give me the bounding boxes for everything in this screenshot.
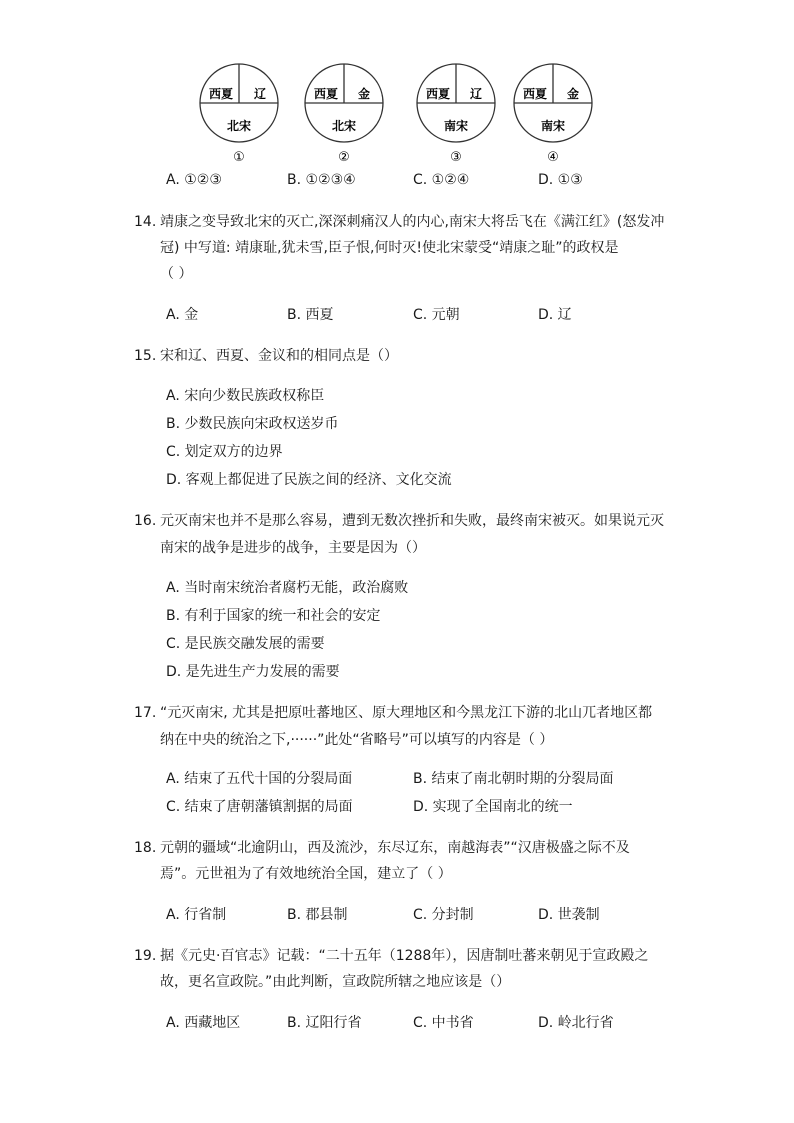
q16-stem-line-1: 元灭南宋也并不是那么容易，遭到无数次挫折和失败，最终南宋被灭。如果说元灭 [160,513,664,529]
circle-1-number: ① [233,150,245,165]
q17-option-d[interactable]: D. 实现了全国南北的统一 [413,799,573,815]
q15-option-b[interactable]: B. 少数民族向宋政权送岁币 [166,416,339,432]
q16-option-d[interactable]: D. 是先进生产力发展的需要 [166,664,340,680]
q15-stem-line-1: 宋和辽、西夏、金议和的相同点是（） [160,348,398,364]
circle-2-bottom-label: 北宋 [331,119,357,133]
q13-option-d[interactable]: D. ①③ [538,172,583,188]
q14-stem-line-1: 靖康之变导致北宋的灭亡,深深刺痛汉人的内心,南宋大将岳飞在《满江红》(怒发冲 [160,214,665,230]
q14-stem-line-2: 冠) 中写道: 靖康耻,犹未雪,臣子恨,何时灭!使北宋蒙受“靖康之耻”的政权是 [160,240,619,256]
q14-stem-line-3: （ ） [160,266,193,282]
circle-4-right-label: 金 [566,87,580,101]
circle-4-number: ④ [547,150,559,165]
circle-diagrams-svg [190,58,610,168]
q13-option-b[interactable]: B. ①②③④ [287,172,356,188]
q15-option-d[interactable]: D. 客观上都促进了民族之间的经济、文化交流 [166,472,452,488]
q16-stem-line-2: 南宋的战争是进步的战争，主要是因为（） [160,540,426,556]
q18-option-c[interactable]: C. 分封制 [413,907,474,923]
q17-stem-line-2: 纳在中央的统治之下,······”此处“省略号”可以填写的内容是（ ） [160,732,554,748]
q14-option-b[interactable]: B. 西夏 [287,307,334,323]
q14-option-d[interactable]: D. 辽 [538,307,572,323]
circle-1-right-label: 辽 [253,87,267,101]
circle-3-bottom-label: 南宋 [443,119,469,133]
q16-option-a[interactable]: A. 当时南宋统治者腐朽无能，政治腐败 [166,580,409,596]
regime-circle-diagrams [190,58,610,168]
q18-option-b[interactable]: B. 郡县制 [287,907,348,923]
q19-option-c[interactable]: C. 中书省 [413,1015,474,1031]
q16-number: 16. [134,513,157,529]
circle-2-number: ② [338,150,350,165]
circle-1-bottom-label: 北宋 [226,119,252,133]
circle-2-left-label: 西夏 [313,87,339,101]
q17-option-a[interactable]: A. 结束了五代十国的分裂局面 [166,771,353,787]
q17-option-b[interactable]: B. 结束了南北朝时期的分裂局面 [413,771,614,787]
q16-option-b[interactable]: B. 有利于国家的统一和社会的安定 [166,608,381,624]
q19-number: 19. [134,948,157,964]
q19-option-b[interactable]: B. 辽阳行省 [287,1015,362,1031]
circle-1-left-label: 西夏 [208,87,234,101]
circle-diagram-3 [417,64,495,165]
circle-4-bottom-label: 南宋 [540,119,566,133]
q17-number: 17. [134,705,157,721]
q13-option-a[interactable]: A. ①②③ [166,172,222,188]
q15-option-a[interactable]: A. 宋向少数民族政权称臣 [166,388,325,404]
q16-option-c[interactable]: C. 是民族交融发展的需要 [166,636,325,652]
q14-option-c[interactable]: C. 元朝 [413,307,460,323]
circle-4-left-label: 西夏 [522,87,548,101]
circle-diagram-1 [200,64,278,165]
q18-stem-line-2: 焉”。元世祖为了有效地统治全国，建立了（ ） [160,866,452,882]
q17-stem-line-1: “元灭南宋, 尤其是把原吐蕃地区、原大理地区和今黑龙江下游的北山兀者地区都 [160,705,653,721]
q17-option-c[interactable]: C. 结束了唐朝藩镇割据的局面 [166,799,353,815]
q15-option-c[interactable]: C. 划定双方的边界 [166,444,283,460]
q19-option-d[interactable]: D. 岭北行省 [538,1015,614,1031]
q14-number: 14. [134,214,157,230]
circle-diagram-4 [514,64,592,165]
q18-number: 18. [134,840,157,856]
q18-option-d[interactable]: D. 世袭制 [538,907,600,923]
q19-stem-line-2: 故，更名宣政院。”由此判断，宣政院所辖之地应该是（） [160,974,511,990]
circle-3-right-label: 辽 [469,87,483,101]
circle-3-left-label: 西夏 [425,87,451,101]
circle-diagram-2 [305,64,383,165]
circle-2-right-label: 金 [357,87,371,101]
q18-option-a[interactable]: A. 行省制 [166,907,227,923]
q18-stem-line-1: 元朝的疆域“北逾阴山，西及流沙，东尽辽东，南越海表”“汉唐极盛之际不及 [160,840,630,856]
q15-number: 15. [134,348,157,364]
q14-option-a[interactable]: A. 金 [166,307,199,323]
q19-stem-line-1: 据《元史·百官志》记载：“二十五年（1288年），因唐制吐蕃来朝见于宣政殿之 [160,948,649,964]
circle-3-number: ③ [450,150,462,165]
q13-option-c[interactable]: C. ①②④ [413,172,470,188]
q19-option-a[interactable]: A. 西藏地区 [166,1015,241,1031]
